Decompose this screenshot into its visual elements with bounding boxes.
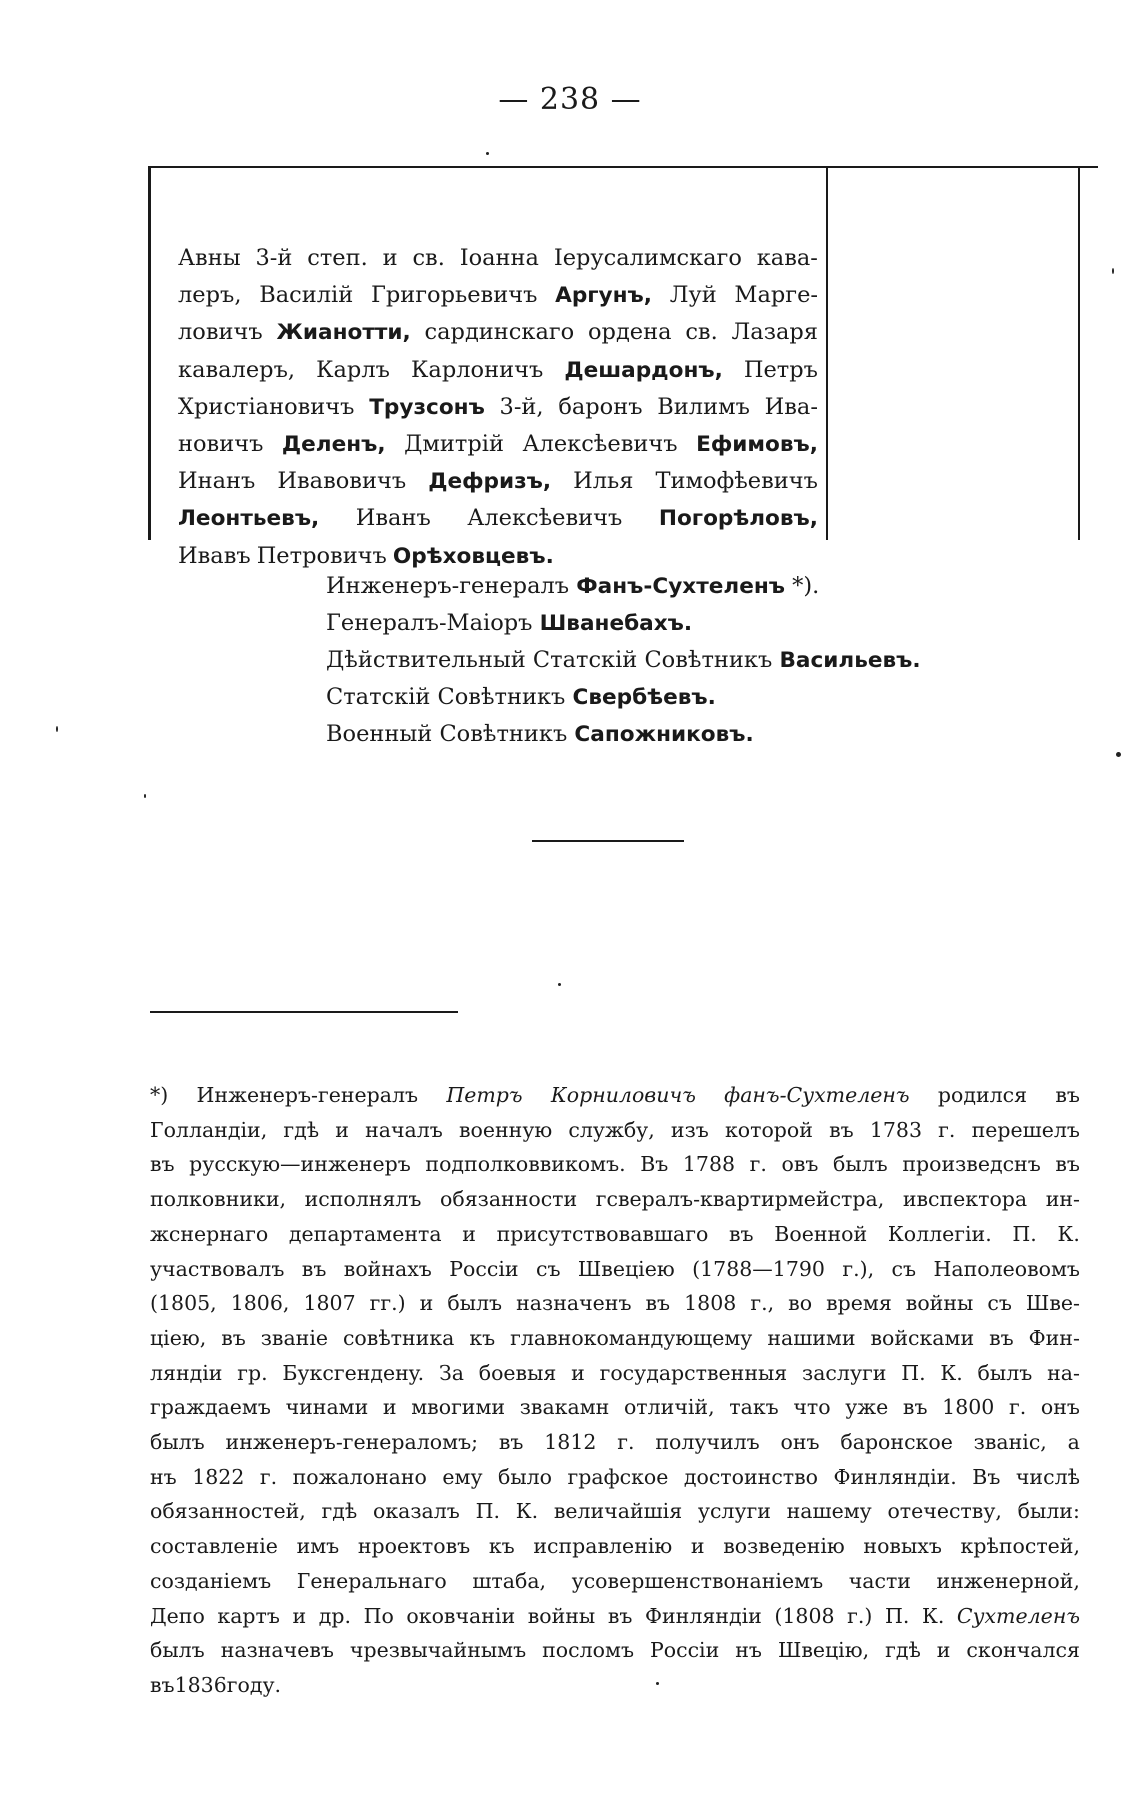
word: (1788—1790: [692, 1256, 825, 1281]
word: Въ: [640, 1152, 669, 1177]
footnote-line: [150, 1564, 1080, 1599]
word: главнокомандующему: [510, 1325, 753, 1350]
word: заслуги: [802, 1360, 887, 1385]
word: Финляндіи.: [833, 1464, 957, 1489]
word: г.: [938, 1117, 956, 1142]
surname: Ефимовъ,: [696, 432, 818, 458]
footnote-line: [150, 1286, 1080, 1321]
footnote: [150, 1078, 1080, 1703]
word: и: [690, 1534, 705, 1559]
word: къ: [488, 1534, 515, 1559]
word: нъ: [150, 1464, 177, 1489]
word: По: [363, 1603, 394, 1628]
word: отличій,: [623, 1395, 715, 1420]
word: департамента: [288, 1221, 442, 1246]
word: числѣ: [1015, 1464, 1080, 1489]
word: въ: [607, 1603, 633, 1628]
word: 3-й,: [499, 393, 544, 420]
word: перешелъ: [971, 1117, 1080, 1142]
word: величайшія: [553, 1499, 683, 1524]
word: достоинство: [683, 1464, 819, 1489]
word: онъ: [780, 1430, 820, 1455]
table-left-border: [148, 168, 151, 540]
word: гг.): [369, 1291, 406, 1316]
word: назначевъ: [220, 1638, 334, 1663]
word: были:: [1017, 1499, 1080, 1524]
word: Генералъ-Маіоръ: [326, 610, 540, 636]
word: Россіи: [649, 1638, 720, 1663]
signatory-line: [326, 716, 1026, 753]
table-top-rule: [148, 166, 1098, 168]
word: Инженеръ-генералъ: [326, 573, 577, 599]
word: исполнялъ: [304, 1187, 422, 1212]
word: г.: [259, 1464, 278, 1489]
text-line: [178, 426, 818, 463]
text-line: [178, 389, 818, 426]
word: штаба,: [472, 1568, 547, 1593]
word: *): [150, 1083, 169, 1107]
word: усовершенствонаніемъ: [571, 1568, 824, 1593]
word: отечеству,: [887, 1499, 1002, 1524]
word: Ивавъ: [178, 542, 251, 569]
word: присутствовавшаго: [496, 1221, 709, 1246]
surname: Погорѣловъ,: [658, 506, 818, 532]
word: и: [382, 245, 398, 271]
word: Дѣйствительный Статскій Совѣтникъ: [326, 647, 780, 673]
word: и: [382, 1395, 397, 1420]
word: новичъ: [178, 431, 264, 458]
footnote-line: [150, 1217, 1080, 1252]
word: русскую—инженеръ: [189, 1152, 411, 1177]
word: ин-: [1045, 1187, 1080, 1212]
surname: Трузсонъ: [369, 394, 485, 420]
word: участвовалъ: [150, 1256, 285, 1281]
word: ляндіи: [150, 1360, 223, 1385]
word: былъ: [150, 1430, 205, 1455]
word: Лазаря: [731, 319, 818, 346]
word: совѣтника: [342, 1325, 455, 1350]
word: исправленію: [533, 1534, 673, 1559]
word: произведснъ: [902, 1152, 1041, 1177]
word: былъ: [977, 1360, 1033, 1385]
surname: Орѣховцевъ.: [392, 543, 554, 569]
footnote-line: [150, 1668, 1080, 1703]
word: г.: [617, 1430, 635, 1455]
word: гдѣ: [885, 1638, 921, 1663]
footnote-line: [150, 1425, 1080, 1460]
word: 3-й: [255, 245, 293, 271]
footnote-line: [150, 1078, 1080, 1113]
word: Вилимъ: [657, 393, 750, 420]
word: инженеръ-генераломъ;: [225, 1430, 479, 1455]
surname: Васильевъ.: [779, 648, 921, 673]
footnote-line: [150, 1390, 1080, 1425]
word: созданіемъ: [150, 1568, 272, 1593]
word: К.: [940, 1360, 963, 1385]
word: 1808: [684, 1291, 737, 1316]
word: (1808: [774, 1603, 835, 1628]
word: чинами: [285, 1395, 369, 1420]
word: К.: [921, 1603, 945, 1628]
word: Ивавовичъ: [277, 468, 407, 495]
word: др.: [318, 1603, 352, 1628]
word: Швеціею: [577, 1256, 675, 1281]
word: и: [936, 1638, 951, 1663]
word: въ: [150, 1672, 175, 1697]
word: а: [1067, 1430, 1080, 1455]
word: Въ: [972, 1464, 1001, 1489]
word: Генеральнаго: [296, 1568, 447, 1593]
word: войсками: [870, 1325, 975, 1350]
word: графское: [567, 1464, 669, 1489]
surname: Фанъ-Сухтеленъ: [576, 574, 785, 599]
word: было: [497, 1464, 553, 1489]
italic-name: Петръ: [446, 1083, 523, 1107]
word: въ: [221, 1325, 246, 1350]
word: баронъ: [558, 393, 643, 420]
word: нашему: [786, 1499, 872, 1524]
word: кавалеръ,: [178, 356, 296, 383]
word: нъ: [735, 1638, 762, 1663]
word: ціею,: [150, 1325, 207, 1350]
word: въ: [645, 1291, 671, 1316]
word: пожалонано: [292, 1464, 427, 1489]
footnote-line: [150, 1321, 1080, 1356]
word: оковчаніи: [406, 1603, 516, 1628]
text-line: [178, 277, 818, 314]
word: степ.: [307, 245, 368, 271]
signatory-line: [326, 605, 1026, 642]
table-right-border: [1078, 168, 1080, 540]
word: обязанности: [440, 1187, 578, 1212]
word: За: [438, 1360, 464, 1385]
word: Луй: [669, 282, 717, 309]
word: Карлоничъ: [411, 356, 544, 383]
word: г.),: [842, 1256, 875, 1281]
word: Ива-: [764, 393, 818, 420]
word: Буксгенденy.: [282, 1360, 425, 1385]
section-divider: [532, 840, 684, 842]
word: оказалъ: [373, 1499, 460, 1524]
word: 1822: [192, 1464, 245, 1489]
word: войны: [527, 1603, 596, 1628]
word: ловичъ: [178, 319, 263, 346]
surname: Леонтьевъ,: [178, 506, 320, 532]
footnote-line: [150, 1356, 1080, 1391]
word: ему: [442, 1464, 483, 1489]
word: обязанностей,: [150, 1499, 306, 1524]
word: посломъ: [542, 1638, 634, 1663]
italic-name: фанъ-Сухтеленъ: [724, 1083, 910, 1107]
surname: Шванебахъ.: [539, 611, 693, 636]
word: въ: [829, 1117, 854, 1142]
word: службу,: [568, 1117, 655, 1142]
word: Фин-: [1028, 1325, 1080, 1350]
word: П.: [475, 1499, 500, 1524]
word: ивспектора: [902, 1187, 1028, 1212]
footnote-rule: [150, 1011, 458, 1013]
text-line: [178, 240, 818, 277]
word: скончался: [966, 1638, 1080, 1663]
word: гдѣ: [321, 1499, 358, 1524]
word: Авны: [178, 245, 241, 271]
word: К.: [1057, 1221, 1080, 1246]
word: Шве-: [1025, 1291, 1080, 1316]
surname: Деленъ,: [281, 432, 386, 458]
word: Василій: [259, 282, 354, 309]
word: боевыя: [478, 1360, 557, 1385]
word: подполковвикомъ.: [425, 1152, 626, 1177]
word: г.): [847, 1603, 873, 1628]
word: Финляндіи: [644, 1603, 762, 1628]
word: Наполеовомъ: [933, 1256, 1080, 1281]
text-line: [178, 352, 818, 389]
footnote-line: [150, 1113, 1080, 1148]
word: новыхъ: [863, 1534, 942, 1559]
word: услуги: [697, 1499, 771, 1524]
word: Христіановичъ: [178, 393, 355, 420]
signatories-list: [326, 568, 1026, 753]
word: овъ: [781, 1152, 819, 1177]
word: былъ: [447, 1291, 503, 1316]
scan-speck: [144, 794, 146, 798]
word: леръ,: [178, 282, 242, 309]
word: что: [793, 1395, 831, 1420]
word: Иванъ: [355, 505, 431, 532]
page-number: — 238 —: [498, 82, 642, 117]
word: Инженеръ-генералъ: [196, 1083, 419, 1107]
word: (1805,: [150, 1291, 217, 1316]
word: время: [826, 1291, 892, 1316]
word: Алексѣевичъ: [467, 505, 623, 532]
word: мвогими: [411, 1395, 506, 1420]
boxed-paragraph: [178, 240, 818, 575]
word: крѣпостей,: [960, 1534, 1080, 1559]
word: Алексѣевичъ: [522, 431, 678, 458]
word: П.: [1012, 1221, 1037, 1246]
word: жснернаго: [150, 1221, 269, 1246]
scan-speck: [1112, 268, 1114, 274]
word: Инанъ: [178, 468, 256, 495]
footnote-line: [150, 1599, 1080, 1634]
word: онъ: [1040, 1395, 1080, 1420]
word: св.: [685, 319, 718, 346]
text-line: [178, 314, 818, 351]
word: гр.: [237, 1360, 268, 1385]
word: Карлъ: [316, 356, 390, 383]
word: былъ: [150, 1638, 205, 1663]
word: съ: [891, 1256, 917, 1281]
word: составленіе: [150, 1534, 278, 1559]
word: 1812: [544, 1430, 597, 1455]
word: 1800: [942, 1395, 995, 1420]
italic-name: Сухтеленъ: [956, 1603, 1080, 1628]
word: Статскій Совѣтникъ: [326, 684, 573, 710]
word: Іерусалимскаго: [553, 245, 742, 271]
word: и: [419, 1291, 434, 1316]
word: въ: [498, 1430, 524, 1455]
word: уже: [845, 1395, 889, 1420]
word: К.: [515, 1499, 539, 1524]
word: войнахъ: [343, 1256, 432, 1281]
word: Григорьевичъ: [370, 282, 538, 309]
text-line: [178, 463, 818, 500]
signatory-line: [326, 642, 1026, 679]
text-line: [178, 500, 818, 537]
word: и: [462, 1221, 476, 1246]
word: Швецію,: [777, 1638, 870, 1663]
word: ордена: [588, 319, 672, 346]
word: и: [335, 1117, 349, 1142]
word: въ: [301, 1256, 327, 1281]
word: г.,: [750, 1291, 775, 1316]
footnote-line: [150, 1633, 1080, 1668]
word: Дмитрій: [404, 431, 504, 458]
word: къ: [469, 1325, 496, 1350]
word: въ: [729, 1221, 754, 1246]
word: граждаемъ: [150, 1395, 271, 1420]
word: гдѣ: [283, 1117, 320, 1142]
word: Петръ: [743, 356, 818, 383]
word: сардинскаго: [424, 319, 575, 346]
word: гсвералъ-квартирмейстра,: [595, 1187, 885, 1212]
word: Илья: [573, 468, 634, 495]
word: инженерной,: [936, 1568, 1080, 1593]
surname: Жианотти,: [276, 320, 411, 346]
word: которой: [724, 1117, 813, 1142]
word: возведенію: [723, 1534, 845, 1559]
word: году.: [226, 1672, 282, 1697]
word: 1806,: [230, 1291, 290, 1316]
word: П.: [901, 1360, 926, 1385]
signatory-line: [326, 568, 1026, 605]
word: баронское: [840, 1430, 953, 1455]
surname: Свербѣевъ.: [572, 685, 716, 710]
surname: Сапожниковъ.: [574, 722, 754, 747]
word: съ: [535, 1256, 561, 1281]
surname: Аргунъ,: [555, 283, 652, 309]
scan-speck: [558, 983, 561, 986]
word: въ: [989, 1325, 1014, 1350]
table-column-divider: [826, 168, 828, 540]
word: званіс,: [973, 1430, 1047, 1455]
word: 1836: [174, 1672, 227, 1697]
word: 1788: [682, 1152, 736, 1177]
word: государственныя: [599, 1360, 788, 1385]
word: такъ: [729, 1395, 779, 1420]
word: имъ: [296, 1534, 340, 1559]
word: Голландіи,: [150, 1117, 268, 1142]
footnote-line: [150, 1460, 1080, 1495]
word: части: [848, 1568, 911, 1593]
word: началъ: [365, 1117, 443, 1142]
word: 1807: [303, 1291, 356, 1316]
word: Іоанна: [459, 245, 539, 271]
footnote-line: [150, 1529, 1080, 1564]
word: на-: [1047, 1360, 1080, 1385]
word: во: [788, 1291, 813, 1316]
italic-name: Корниловичъ: [550, 1083, 696, 1107]
word: кава-: [756, 245, 818, 271]
scan-speck: [1116, 752, 1121, 757]
word: нашими: [767, 1325, 856, 1350]
word: родился: [937, 1083, 1028, 1107]
word: званіе: [260, 1325, 329, 1350]
word: былъ: [833, 1152, 888, 1177]
word: св.: [412, 245, 445, 271]
word: звакамн: [519, 1395, 610, 1420]
word: П.: [884, 1603, 910, 1628]
word: изъ: [670, 1117, 709, 1142]
word: г.: [1008, 1395, 1027, 1420]
word: Военной: [774, 1221, 868, 1246]
word: въ: [1055, 1152, 1080, 1177]
surname: Дешардонъ,: [564, 357, 723, 383]
footnote-line: [150, 1147, 1080, 1182]
word: войны: [905, 1291, 974, 1316]
word: въ: [1055, 1083, 1080, 1107]
word: Тимофѣевичъ: [655, 468, 818, 495]
word: картъ: [217, 1603, 280, 1628]
word: получилъ: [655, 1430, 760, 1455]
word: 1783: [869, 1117, 923, 1142]
footnote-line: [150, 1182, 1080, 1217]
word: съ: [987, 1291, 1012, 1316]
word: Депо: [150, 1603, 205, 1628]
word: назначенъ: [516, 1291, 632, 1316]
word: нроектовъ: [357, 1534, 471, 1559]
word: въ: [902, 1395, 928, 1420]
word: и: [292, 1603, 307, 1628]
scan-speck: [486, 152, 489, 155]
scan-speck: [656, 1682, 659, 1685]
word: въ: [150, 1152, 175, 1177]
word: полковники,: [150, 1187, 287, 1212]
footnote-line: [150, 1252, 1080, 1287]
word: Коллегіи.: [887, 1221, 992, 1246]
footnote-line: [150, 1494, 1080, 1529]
surname: Дефризъ,: [428, 469, 552, 495]
word: военную: [458, 1117, 553, 1142]
word: Петровичъ: [256, 542, 387, 569]
word: г.: [749, 1152, 767, 1177]
word: Россіи: [449, 1256, 519, 1281]
word: и: [571, 1360, 585, 1385]
scan-speck: [56, 726, 58, 732]
word: Маргe-: [734, 282, 818, 309]
word: *).: [784, 573, 820, 599]
word: чрезвычайнымъ: [349, 1638, 527, 1663]
signatory-line: [326, 679, 1026, 716]
word: Военный Совѣтникъ: [326, 721, 575, 747]
